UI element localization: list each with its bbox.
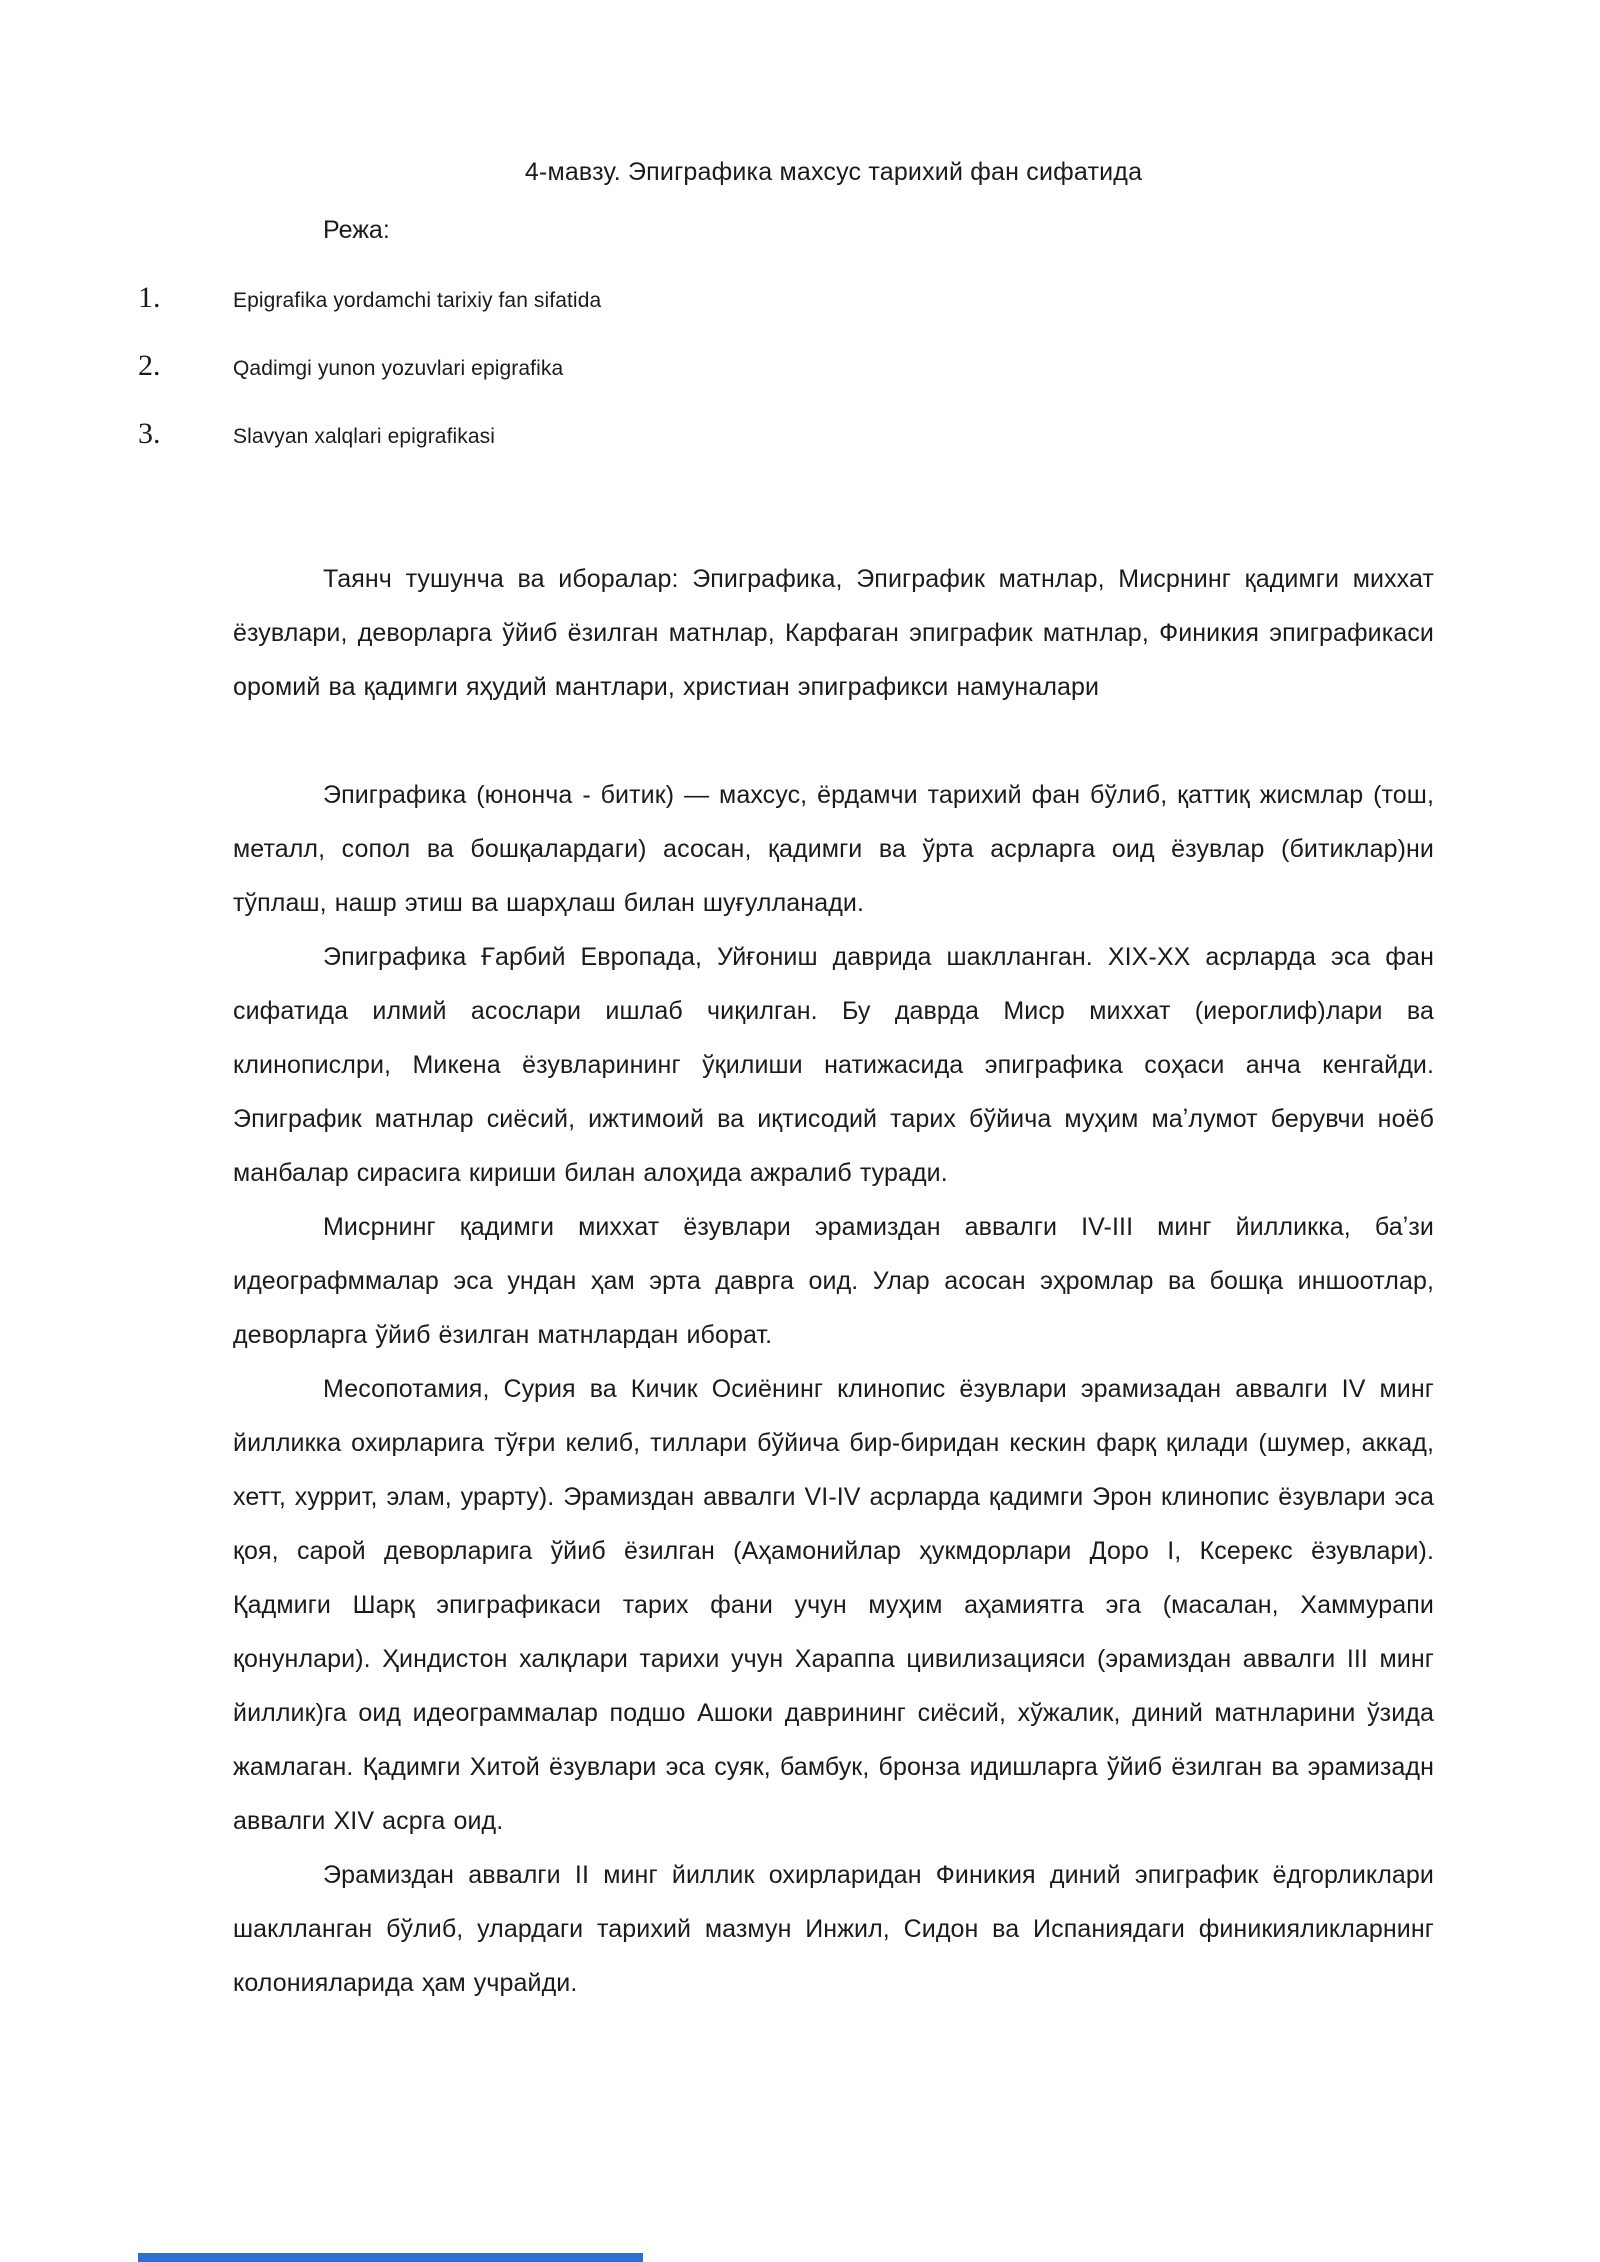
plan-list-item xyxy=(138,350,1434,384)
plan-item-number: 2. xyxy=(138,349,161,382)
body-paragraph-europe-history: Эпиграфика Ғарбий Европада, Уйғониш даврида шаклланган. XIX-XX асрларда эса фан сифатида илмий асослари ишлаб чиқилган. Бу даврда Миср миххат (иероглиф)лари ва клинопислри, Микена ёзувларининг ўқилиши натижасида эпиграфика соҳаси анча кенгайди. Эпиграфик матнлар сиёсий, ижтимоий ва иқтисодий тарих бўйича муҳим маʼлумот берувчи ноёб манбалар сирасига кириши билан алоҳида ажралиб туради. xyxy=(233,943,1434,1187)
plan-list-item xyxy=(138,418,1434,452)
plan-item-number: 1. xyxy=(138,281,161,314)
document-body xyxy=(233,552,1434,2010)
body-paragraph-key-terms: Таянч тушунча ва иборалар: Эпиграфика, Эпиграфик матнлар, Мисрнинг қадимги миххат ёзувлари, деворларга ўйиб ёзилган матнлар, Карфаган эпиграфик матнлар, Финикия эпиграфикаси оромий ва қадимги яҳудий мантлари, христиан эпиграфикси намуналари xyxy=(233,565,1434,701)
body-paragraph-phoenicia: Эрамиздан аввалги II минг йиллик охирларидан Финикия диний эпиграфик ёдгорликлари шаклланган бўлиб, улардаги тарихий мазмун Инжил, Сидон ва Испаниядаги финикияликларнинг колонияларида ҳам учрайди. xyxy=(233,1861,1434,1997)
plan-item-number: 3. xyxy=(138,417,161,450)
body-paragraph-egypt: Мисрнинг қадимги миххат ёзувлари эрамиздан аввалги IV-III минг йилликка, баʼзи идеографммалар эса ундан ҳам эрта даврга оид. Улар асосан эҳромлар ва бошқа иншоотлар, деворларга ўйиб ёзилган матнлардан иборат. xyxy=(233,1213,1434,1349)
plan-item-label: Qadimgi yunon yozuvlari epigrafika xyxy=(233,357,564,380)
plan-list-item xyxy=(138,282,1434,316)
plan-list xyxy=(138,282,1434,452)
body-paragraph-definition: Эпиграфика (юнонча - битик) — махсус, ёрдамчи тарихий фан бўлиб, қаттиқ жисмлар (тош, металл, сопол ва бошқалардаги) асосан, қадимги ва ўрта асрларга оид ёзувлар (битиклар)ни тўплаш, нашр этиш ва шарҳлаш билан шуғулланади. xyxy=(233,781,1434,917)
body-paragraph-mesopotamia: Месопотамия, Сурия ва Кичик Осиёнинг клинопис ёзувлари эрамизадан аввалги IV минг йилликка охирларига тўғри келиб, тиллари бўйича бир-биридан кескин фарқ қилади (шумер, аккад, хетт, хуррит, элам, урарту). Эрамиздан аввалги VI-IV асрларда қадимги Эрон клинопис ёзувлари эса қоя, сарой деворларига ўйиб ёзилган (Аҳамонийлар ҳукмдорлари Доро I, Ксерекс ёзувлари). Қадмиги Шарқ эпиграфикаси тарих фани учун муҳим аҳамиятга эга (масалан, Хаммурапи қонунлари). Ҳиндистон халқлари тарихи учун Хараппа цивилизацияси (эрамиздан аввалги III минг йиллик)га оид идеограммалар подшо Ашоки даврининг сиёсий, хўжалик, диний матнларини ўзида жамлаган. Қадимги Хитой ёзувлари эса суяк, бамбук, бронза идишларга ўйиб ёзилган ва эрамизадн аввалги XIV асрга оид. xyxy=(233,1375,1434,1835)
page-cutoff-blue-bar xyxy=(138,2253,643,2262)
plan-item-label: Slavyan xalqlari epigrafikasi xyxy=(233,425,496,448)
plan-heading: Режа: xyxy=(323,216,390,244)
plan-item-label: Epigrafika yordamchi tarixiy fan sifatida xyxy=(233,289,602,312)
document-title: 4-мавзу. Эпиграфика махсус тарихий фан сифатида xyxy=(524,158,1143,186)
